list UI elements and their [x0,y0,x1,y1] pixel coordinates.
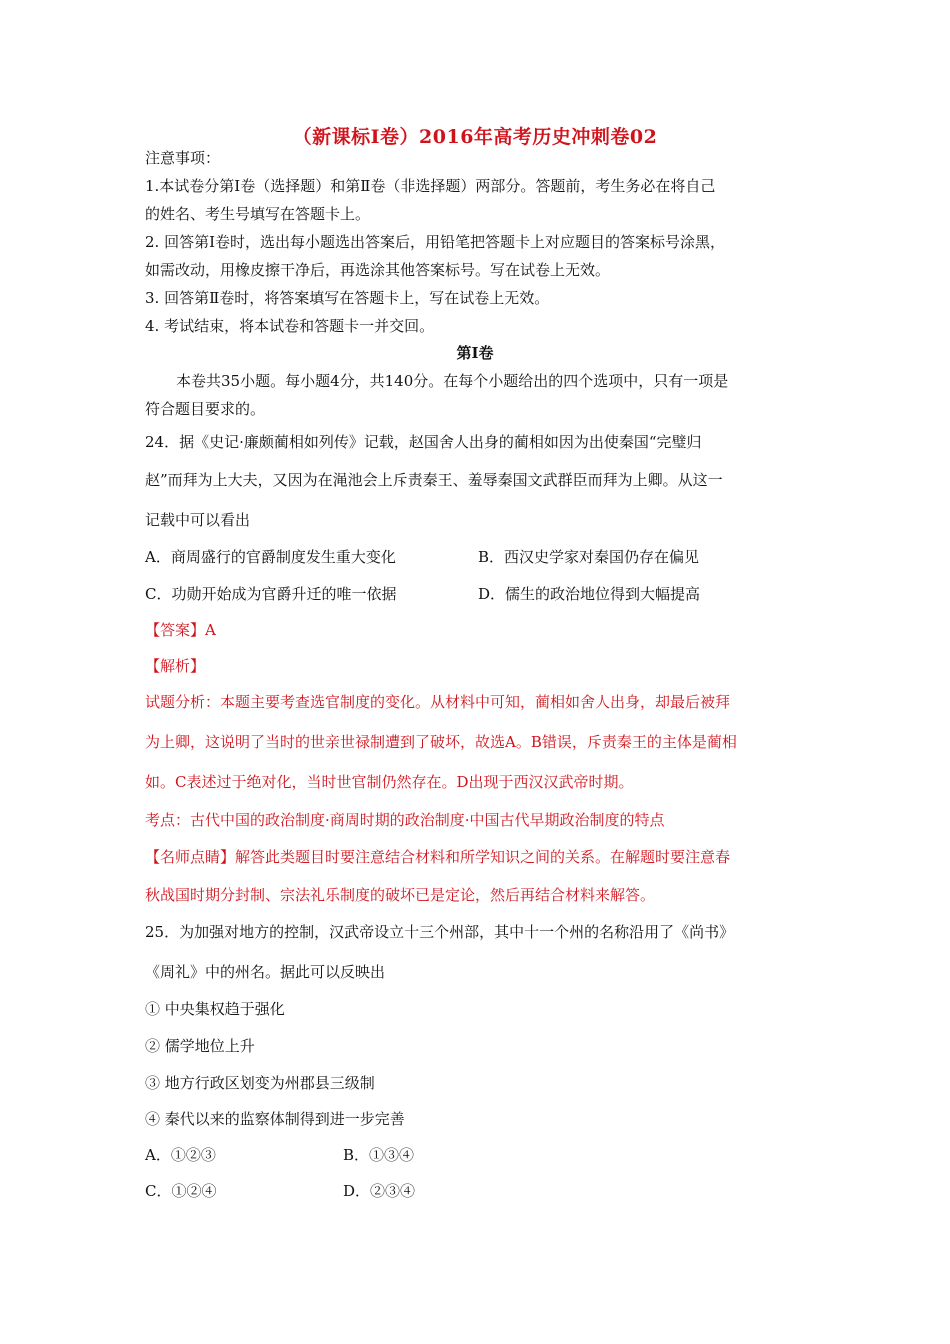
notice-item-1: 1.本试卷分第Ⅰ卷（选择题）和第Ⅱ卷（非选择题）两部分。答题前，考生务必在将自己 [145,177,716,195]
q24-stem-cont-1: 赵”而拜为上大夫，又因为在渑池会上斥责秦王、羞辱秦国文武群臣而拜为上卿。从这一 [145,471,723,489]
q25-stem: 25．为加强对地方的控制，汉武帝设立十三个州部，其中十一个州的名称沿用了《尚书》 [145,923,735,941]
q25-option-c: C．①②④ [145,1182,217,1200]
q24-option-c: C．功勋开始成为官爵升迁的唯一依据 [145,585,397,603]
q25-item-4: ④ 秦代以来的监察体制得到进一步完善 [145,1110,405,1128]
section-title: 第Ⅰ卷 [456,344,494,362]
q25-stem-cont: 《周礼》中的州名。据此可以反映出 [145,963,386,981]
q25-option-d: D．②③④ [343,1182,416,1200]
q24-analysis-cont-2: 如。C表述过于绝对化，当时世官制仍然存在。D出现于西汉汉武帝时期。 [145,773,634,791]
document-title: （新课标Ⅰ卷）2016年高考历史冲刺卷02 [292,126,658,148]
section-intro: 本卷共35小题。每小题4分，共140分。在每个小题给出的四个选项中，只有一项是 [176,372,729,390]
q24-stem: 24．据《史记·廉颇蔺相如列传》记载，赵国舍人出身的蔺相如因为出使秦国“完璧归 [145,433,702,451]
q24-answer: 【答案】A [145,621,216,639]
q24-option-b: B．西汉史学家对秦国仍存在偏见 [478,548,700,566]
q25-item-1: ① 中央集权趋于强化 [145,1000,285,1018]
notice-item-2: 2. 回答第Ⅰ卷时，选出每小题选出答案后，用铅笔把答题卡上对应题目的答案标号涂黑， [145,233,726,251]
notice-item-4: 4. 考试结束，将本试卷和答题卡一并交回。 [145,317,435,335]
notice-item-2-cont: 如需改动，用橡皮擦干净后，再选涂其他答案标号。写在试卷上无效。 [145,261,611,279]
q24-analysis-label: 【解析】 [145,657,206,675]
q24-teacher-tip: 【名师点睛】解答此类题目时要注意结合材料和所学知识之间的关系。在解题时要注意春 [145,848,731,866]
q24-stem-cont-2: 记载中可以看出 [145,511,251,529]
notice-item-1-cont: 的姓名、考生号填写在答题卡上。 [145,205,371,223]
q25-item-3: ③ 地方行政区划变为州郡县三级制 [145,1074,375,1092]
q24-option-d: D．儒生的政治地位得到大幅提高 [478,585,701,603]
q25-option-a: A．①②③ [145,1146,216,1164]
q24-option-a: A．商周盛行的官爵制度发生重大变化 [145,548,396,566]
q24-kaodian: 考点：古代中国的政治制度·商周时期的政治制度·中国古代早期政治制度的特点 [145,811,665,829]
q25-item-2: ② 儒学地位上升 [145,1037,255,1055]
q24-analysis-cont-1: 为上卿，这说明了当时的世亲世禄制遭到了破坏，故选A。B错误，斥责秦王的主体是蔺相 [145,733,737,751]
notice-item-3: 3. 回答第Ⅱ卷时，将答案填写在答题卡上，写在试卷上无效。 [145,289,550,307]
section-intro-cont: 符合题目要求的。 [145,400,266,418]
q24-analysis: 试题分析：本题主要考查选官制度的变化。从材料中可知，蔺相如舍人出身，却最后被拜 [145,693,731,711]
q25-option-b: B．①③④ [343,1146,415,1164]
notice-heading: 注意事项： [145,149,221,167]
q24-teacher-tip-cont: 秋战国时期分封制、宗法礼乐制度的破坏已是定论，然后再结合材料来解答。 [145,886,656,904]
